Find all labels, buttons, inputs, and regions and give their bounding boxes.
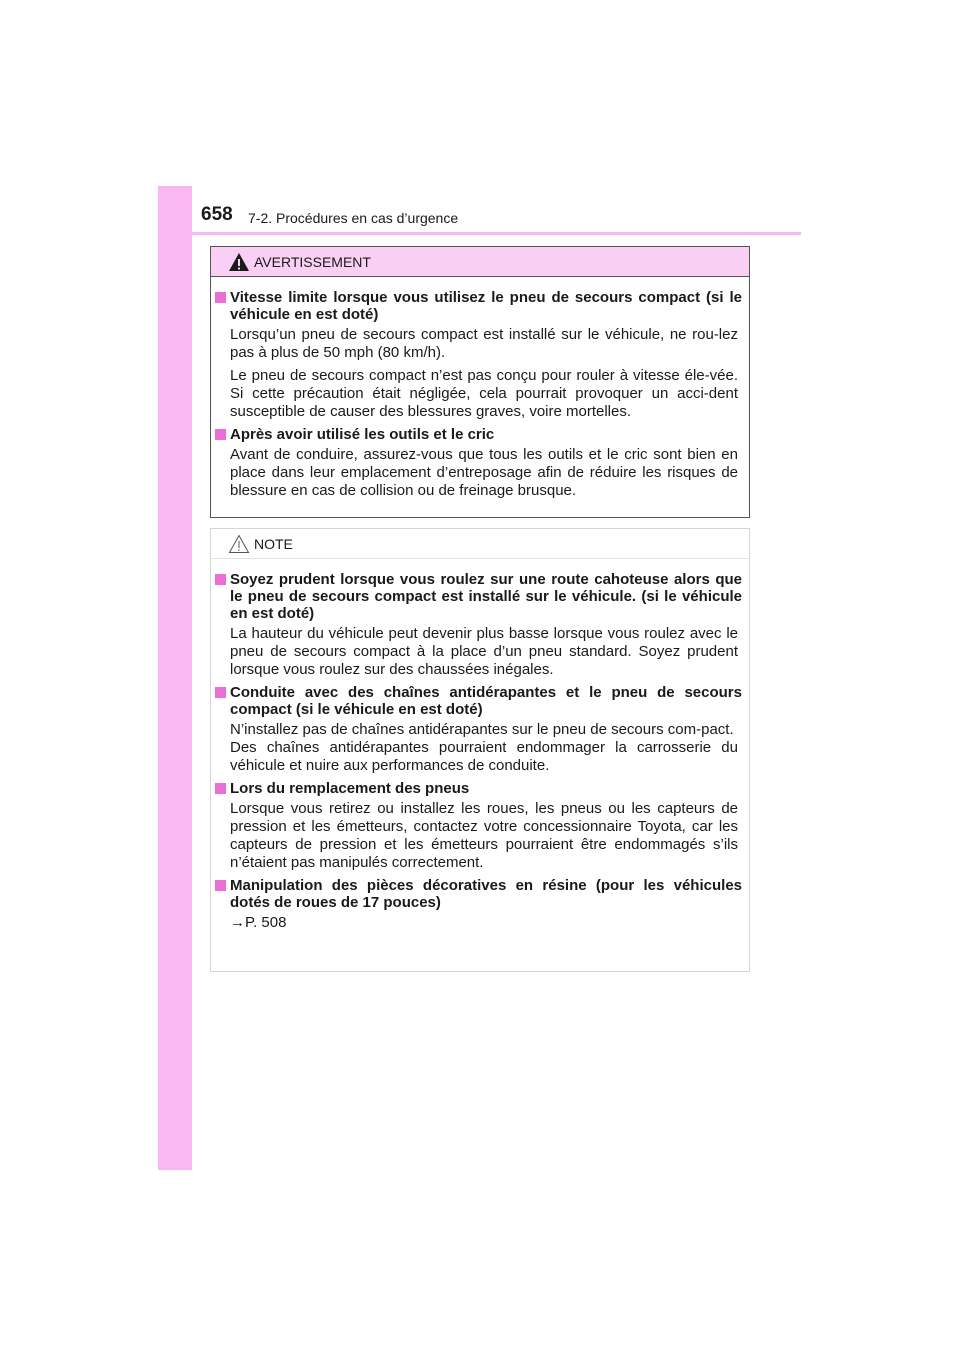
warning-box: [210, 246, 750, 518]
item-title-text: Soyez prudent lorsque vous roulez sur une route cahoteuse alors que le pneu de secours compact est installé sur le véhicule. (si le véhicule en est doté): [230, 571, 742, 622]
warning-item: [215, 289, 742, 421]
page-number: 658: [201, 204, 233, 225]
item-title: [215, 877, 742, 911]
item-title: [215, 571, 742, 622]
warning-label: AVERTISSEMENT: [254, 254, 371, 270]
item-title: [215, 426, 742, 443]
warning-body: [211, 277, 749, 500]
item-title-text: Après avoir utilisé les outils et le cric: [230, 426, 495, 443]
page-reference-link[interactable]: →P. 508: [230, 914, 287, 931]
item-title-text: Lors du remplacement des pneus: [230, 780, 470, 797]
note-body: [211, 559, 749, 932]
chapter-tab-strip: [158, 186, 192, 1170]
note-item: [215, 780, 742, 872]
header-rule: [192, 232, 801, 235]
warning-header: [211, 247, 749, 277]
section-title: 7-2. Procédures en cas d’urgence: [248, 210, 459, 226]
item-title-text: Conduite avec des chaînes antidérapantes et le pneu de secours compact (si le véhicule en est doté): [230, 684, 742, 718]
square-bullet-icon: [215, 574, 226, 585]
square-bullet-icon: [215, 687, 226, 698]
note-item: [215, 877, 742, 932]
note-item: [215, 684, 742, 775]
square-bullet-icon: [215, 783, 226, 794]
item-paragraph: La hauteur du véhicule peut devenir plus basse lorsque vous roulez avec le pneu de secours compact à la place d’un pneu standard. Soyez prudent lorsque vous roulez sur des chaussées inégales.: [230, 625, 738, 678]
caution-triangle-outline-icon: [228, 534, 250, 554]
item-title: [215, 289, 742, 323]
square-bullet-icon: [215, 880, 226, 891]
item-title: [215, 684, 742, 718]
item-paragraph: Lorsqu’un pneu de secours compact est installé sur le véhicule, ne rou-lez pas à plus de 50 mph (80 km/h).: [230, 326, 738, 361]
item-paragraph: Avant de conduire, assurez-vous que tous les outils et le cric sont bien en place dans leur emplacement d’entreposage afin de réduire les risques de blessure en cas de collision ou de freinage brusque.: [230, 446, 738, 499]
note-box: [210, 528, 750, 972]
item-paragraph: Le pneu de secours compact n’est pas conçu pour rouler à vitesse éle-vée. Si cette précaution était négligée, cela pourrait provoquer un acci-dent susceptible de causer des blessures graves, voire mortelles.: [230, 367, 738, 420]
item-title-text: Manipulation des pièces décoratives en résine (pour les véhicules dotés de roues de 17 pouces): [230, 877, 742, 911]
item-paragraph: N’installez pas de chaînes antidérapantes sur le pneu de secours com-pact.: [230, 721, 734, 738]
item-title: [215, 780, 742, 797]
item-paragraph: Lorsque vous retirez ou installez les roues, les pneus ou les capteurs de pression et les émetteurs, contactez votre concessionnaire Toyota, car les capteurs de pression et les émetteurs pourraient être endommagés s’ils n’étaient pas manipulés correctement.: [230, 800, 738, 871]
square-bullet-icon: [215, 429, 226, 440]
square-bullet-icon: [215, 292, 226, 303]
warning-triangle-icon: [228, 252, 250, 272]
note-header: [211, 529, 749, 559]
item-paragraph: Des chaînes antidérapantes pourraient endommager la carrosserie du véhicule et nuire aux performances de conduite.: [230, 739, 738, 774]
warning-item: [215, 426, 742, 500]
note-item: [215, 571, 742, 679]
item-title-text: Vitesse limite lorsque vous utilisez le pneu de secours compact (si le véhicule en est doté): [230, 289, 742, 323]
note-label: NOTE: [254, 536, 293, 552]
